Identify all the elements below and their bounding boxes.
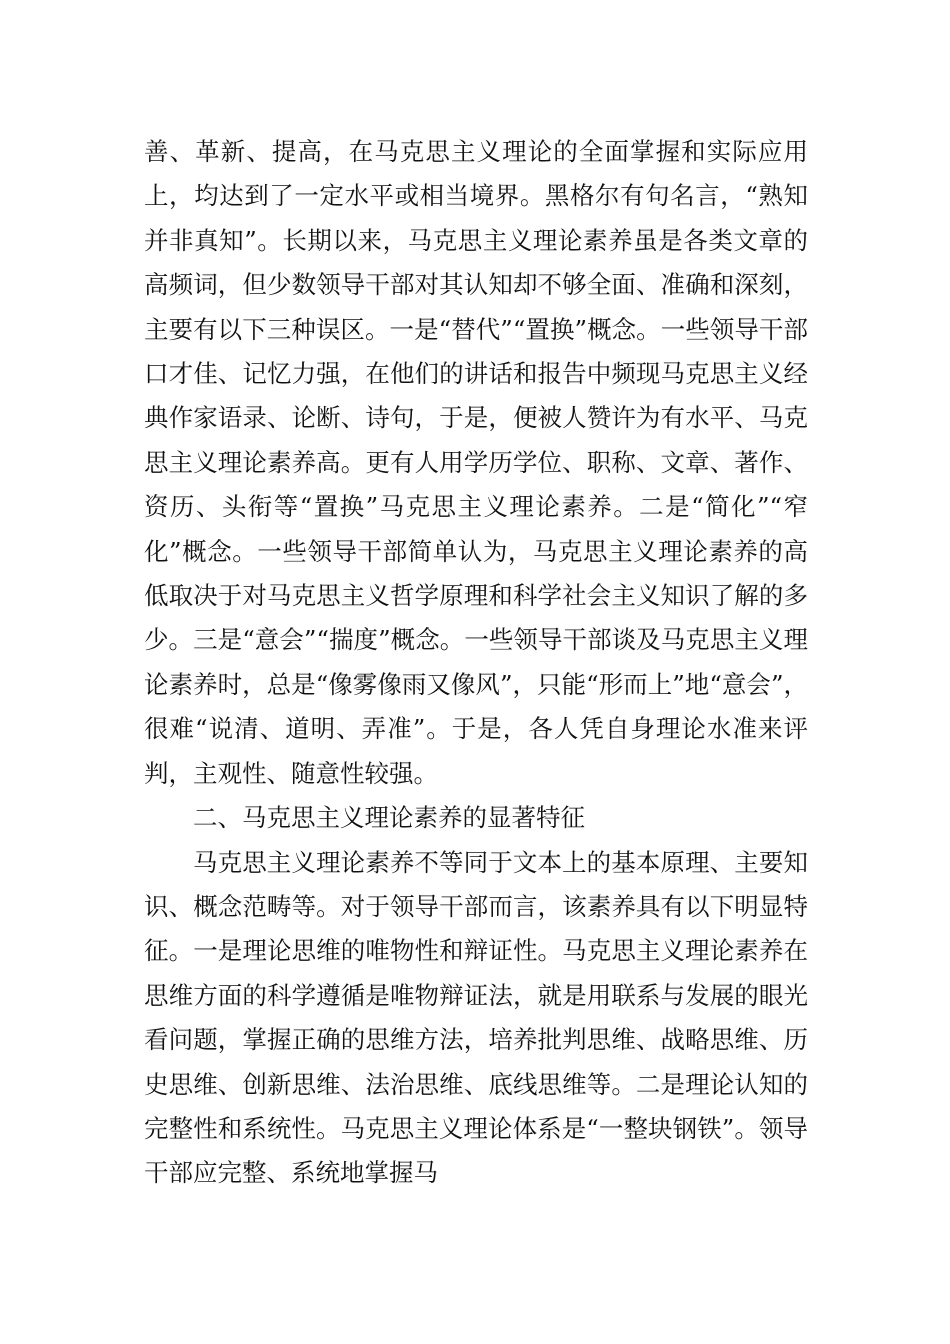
- paragraph-body: 马克思主义理论素养不等同于文本上的基本原理、主要知识、概念范畴等。对于领导干部而言，该素养具有以下明显特征。一是理论思维的唯物性和辩证性。马克思主义理论素养在思维方面的科学遵循是唯物辩证法，就是用联系与发展的眼光看问题，掌握正确的思维方法，培养批判思维、战略思维、历史思维、创新思维、法治思维、底线思维等。二是理论认知的完整性和系统性。马克思主义理论体系是“一整块钢铁”。领导干部应完整、系统地掌握马: [144, 847, 808, 1188]
- document-body: [144, 130, 808, 1196]
- section-heading: 二、马克思主义理论素养的显著特征: [193, 803, 585, 833]
- paragraph-continuation: 善、革新、提高，在马克思主义理论的全面掌握和实际应用上，均达到了一定水平或相当境界。黑格尔有句名言，“熟知并非真知”。长期以来，马克思主义理论素养虽是各类文章的高频词，但少数领导干部对其认知却不够全面、准确和深刻，主要有以下三种误区。一是“替代”“置换”概念。一些领导干部口才佳、记忆力强，在他们的讲话和报告中频现马克思主义经典作家语录、论断、诗句，于是，便被人赞许为有水平、马克思主义理论素养高。更有人用学历学位、职称、文章、著作、资历、头衔等“置换”马克思主义理论素养。二是“简化”“窄化”概念。一些领导干部简单认为，马克思主义理论素养的高低取决于对马克思主义哲学原理和科学社会主义知识了解的多少。三是“意会”“揣度”概念。一些领导干部谈及马克思主义理论素养时，总是“像雾像雨又像风”，只能“形而上”地“意会”，很难“说清、道明、弄准”。于是，各人凭自身理论水准来评判，主观性、随意性较强。: [144, 137, 808, 788]
